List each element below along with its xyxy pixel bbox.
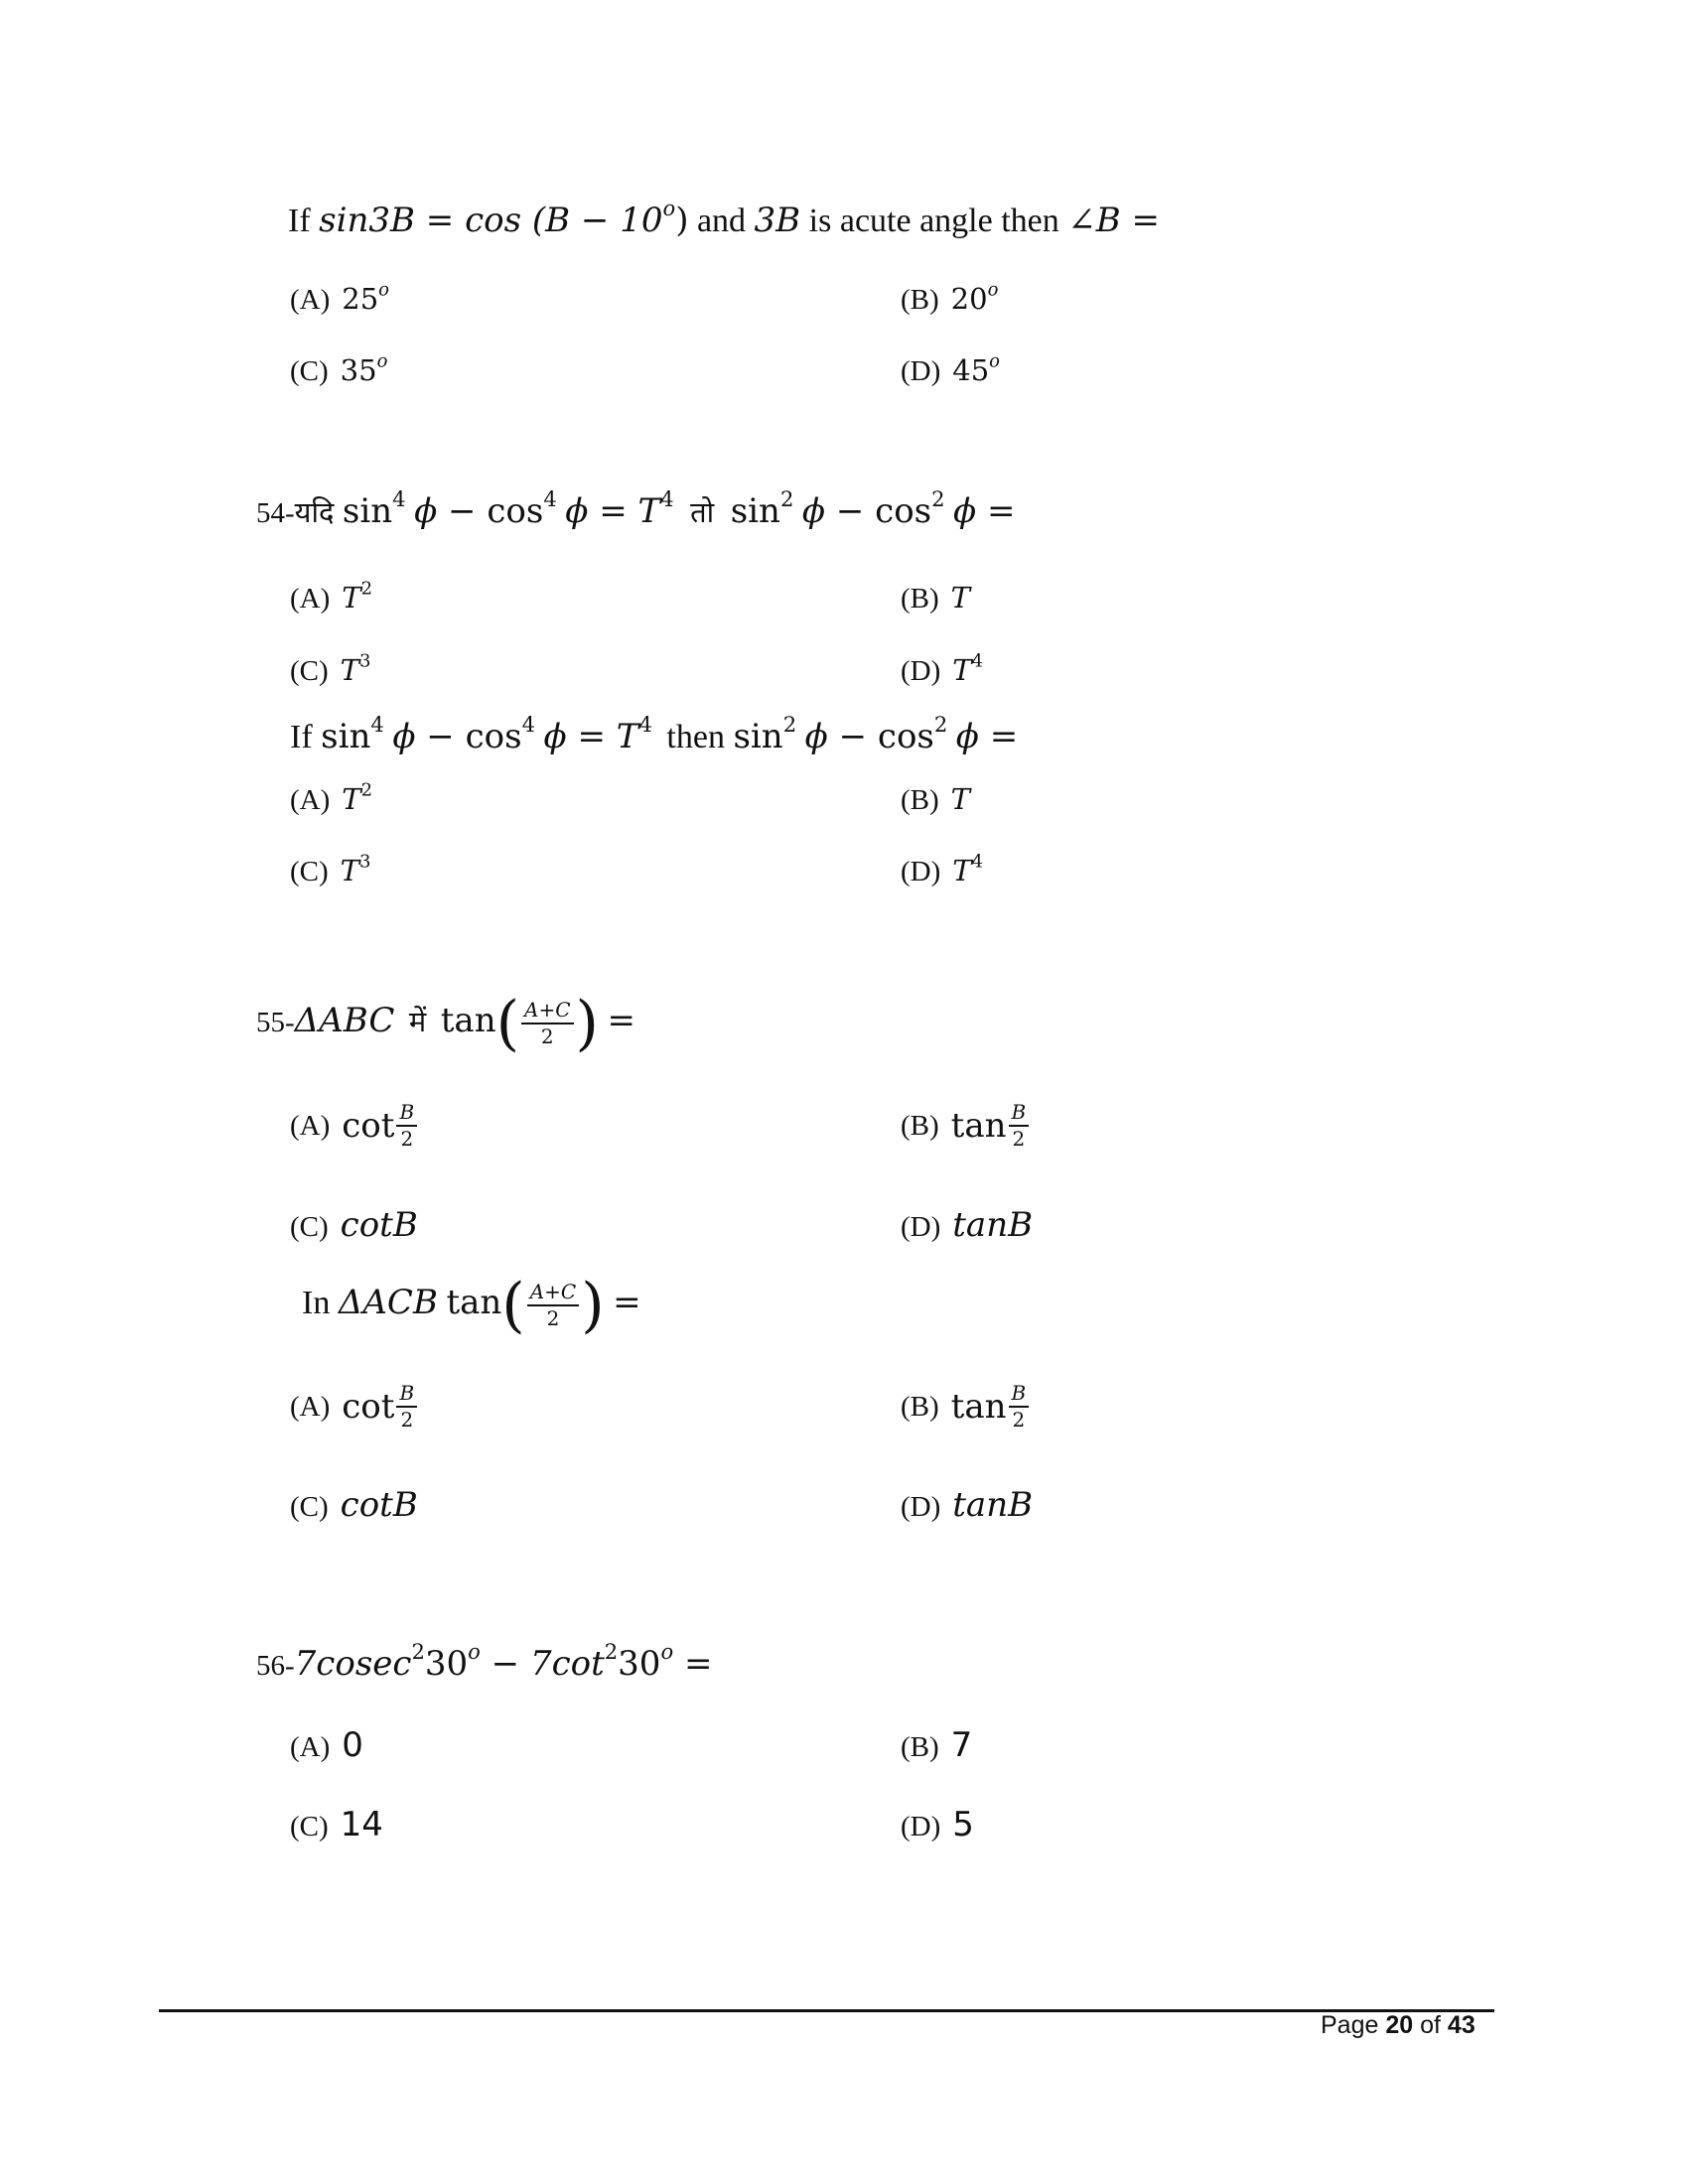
t-var: T xyxy=(637,491,661,531)
option-value: T xyxy=(952,854,972,887)
of-word: of xyxy=(1420,2011,1441,2039)
frac-den: 2 xyxy=(1012,1408,1026,1432)
exp: 2 xyxy=(782,712,797,738)
option-value: T xyxy=(342,581,361,614)
option-label: (C) xyxy=(290,856,329,887)
option-label: (C) xyxy=(290,1211,329,1243)
q55-en-prefix: In xyxy=(302,1284,331,1321)
frac-num: B xyxy=(396,1383,417,1408)
q55-en-option-c[interactable] xyxy=(290,1485,418,1525)
option-label: (B) xyxy=(901,1731,939,1763)
q54-en-option-a[interactable] xyxy=(290,779,373,817)
option-label: (D) xyxy=(901,1211,941,1243)
minus: − xyxy=(415,717,466,756)
phi: ϕ xyxy=(801,491,826,531)
exp: 4 xyxy=(392,486,406,512)
option-sup: 4 xyxy=(971,851,984,873)
q54-question-hi xyxy=(256,486,1016,531)
exp: 2 xyxy=(933,712,948,738)
option-value: 0 xyxy=(342,1725,363,1765)
exp: 2 xyxy=(779,486,794,512)
option-value: 45 xyxy=(952,353,990,387)
exp: 4 xyxy=(370,712,384,738)
minus: − xyxy=(825,491,876,531)
footer-rule xyxy=(159,2009,1494,2012)
frac-num: B xyxy=(396,1102,417,1127)
q55-hi-option-b[interactable] xyxy=(901,1102,1031,1150)
q54-en-option-c[interactable] xyxy=(290,851,371,888)
option-label: (A) xyxy=(290,1390,331,1423)
option-value: 25 xyxy=(342,282,379,316)
exp: 4 xyxy=(543,486,557,512)
option-sup: o xyxy=(376,350,388,372)
exp: 4 xyxy=(660,486,674,512)
right-paren: ) xyxy=(581,1271,605,1340)
option-fn: cot xyxy=(342,1387,395,1427)
option-label: (A) xyxy=(290,1109,331,1142)
q53-3b: 3B xyxy=(754,201,801,240)
cos: cos xyxy=(465,717,522,756)
q53-option-c[interactable] xyxy=(290,350,388,388)
q53-degree: o xyxy=(662,196,676,221)
q53-question-en xyxy=(288,196,1161,240)
exp: 4 xyxy=(521,712,535,738)
option-label: (C) xyxy=(290,355,329,387)
q54-hi-option-b[interactable] xyxy=(901,581,970,615)
phi: ϕ xyxy=(543,717,567,756)
current-page: 20 xyxy=(1385,2011,1414,2039)
eq: = xyxy=(978,717,1019,756)
option-sup: o xyxy=(987,279,999,301)
option-label: (D) xyxy=(901,1811,941,1843)
q53-angle-var: B xyxy=(1095,201,1121,240)
phi: ϕ xyxy=(392,717,416,756)
cos: cos xyxy=(877,717,934,756)
option-label: (B) xyxy=(901,583,939,614)
option-value: cotB xyxy=(340,1205,418,1245)
eq: = xyxy=(566,717,617,756)
q54-en-then: then xyxy=(666,719,725,755)
frac-den: 2 xyxy=(546,1306,560,1330)
page-number xyxy=(1321,2011,1476,2040)
option-label: (D) xyxy=(901,1491,941,1523)
option-label: (D) xyxy=(901,355,941,387)
phi: ϕ xyxy=(953,491,977,531)
phi: ϕ xyxy=(414,491,438,531)
option-label: (B) xyxy=(901,1109,939,1142)
q55-en-triangle: ΔACB xyxy=(338,1282,438,1322)
option-value: T xyxy=(342,782,361,816)
eq: = xyxy=(673,1644,713,1684)
phi: ϕ xyxy=(565,491,589,531)
minus: − xyxy=(827,717,878,756)
option-value: 20 xyxy=(950,282,988,316)
option-sup: o xyxy=(378,279,389,301)
q56-angle: 30 xyxy=(424,1644,469,1684)
cos: cos xyxy=(875,491,932,531)
q55-hi-triangle: ΔABC xyxy=(294,1000,395,1040)
option-fraction xyxy=(1009,1102,1030,1150)
option-value: T xyxy=(950,581,971,614)
q53-option-d[interactable] xyxy=(901,350,1000,388)
exp: 4 xyxy=(638,712,652,738)
q54-en-prefix: If xyxy=(290,719,313,755)
option-sup: o xyxy=(989,350,1000,372)
sin: sin xyxy=(733,717,783,756)
q56-number: 56- xyxy=(256,1650,295,1682)
option-fn: cot xyxy=(342,1106,395,1146)
q53-and: and xyxy=(688,203,755,239)
eq: = xyxy=(588,491,638,531)
option-value: T xyxy=(950,782,971,816)
option-sup: 2 xyxy=(360,578,373,600)
exp: 2 xyxy=(604,1639,619,1665)
option-label: (A) xyxy=(290,1731,331,1763)
q56-option-d[interactable] xyxy=(901,1805,974,1844)
option-label: (C) xyxy=(290,1491,329,1523)
option-label: (A) xyxy=(290,583,331,614)
eq: = xyxy=(607,1000,635,1040)
q55-fraction xyxy=(521,1000,574,1047)
q55-en-option-a[interactable] xyxy=(290,1383,419,1431)
t-var: T xyxy=(616,717,639,756)
option-fn: tan xyxy=(950,1106,1007,1146)
option-label: (D) xyxy=(901,655,941,687)
option-label: (A) xyxy=(290,284,331,316)
left-paren: ( xyxy=(495,989,520,1058)
degree: o xyxy=(660,1639,674,1665)
q55-number: 55- xyxy=(256,1006,295,1038)
q56-option-a[interactable] xyxy=(290,1725,363,1765)
q53-suffix: is acute angle then ∠ xyxy=(800,203,1096,239)
eq: = xyxy=(613,1282,641,1322)
option-value: 5 xyxy=(952,1805,974,1844)
phi: ϕ xyxy=(955,717,979,756)
q55-hi-option-c[interactable] xyxy=(290,1205,418,1245)
minus: − xyxy=(437,491,488,531)
q53-prefix: If xyxy=(288,203,320,239)
q55-hi-word: में xyxy=(408,1004,427,1038)
q53-option-b[interactable] xyxy=(901,279,999,317)
frac-den: 2 xyxy=(540,1024,554,1048)
minus: − xyxy=(480,1644,530,1684)
eq: = xyxy=(976,491,1016,531)
sin: sin xyxy=(342,491,393,531)
option-value: cotB xyxy=(340,1485,418,1525)
q53-close: ) xyxy=(675,201,689,240)
q54-hi-then: तो xyxy=(690,495,715,529)
exp: 2 xyxy=(931,486,945,512)
option-label: (B) xyxy=(901,1390,939,1423)
q55-en-option-b[interactable] xyxy=(901,1383,1031,1431)
tan: tan xyxy=(446,1282,502,1322)
frac-den: 2 xyxy=(400,1127,414,1151)
frac-den: 2 xyxy=(1012,1127,1026,1151)
option-sup: 2 xyxy=(360,779,373,801)
q56-term-c: 7cot xyxy=(529,1644,605,1684)
q56-option-b[interactable] xyxy=(901,1725,972,1765)
option-label: (B) xyxy=(901,784,939,816)
option-value: 7 xyxy=(950,1725,973,1765)
q54-hi-option-d[interactable] xyxy=(901,650,984,688)
frac-num: B xyxy=(1009,1102,1030,1127)
option-sup: 3 xyxy=(359,650,371,672)
option-sup: 4 xyxy=(971,650,984,672)
q54-hi-option-c[interactable] xyxy=(290,650,371,688)
sin: sin xyxy=(321,717,371,756)
q56-option-c[interactable] xyxy=(290,1805,383,1844)
option-label: (C) xyxy=(290,655,329,687)
q54-question-en xyxy=(290,712,1019,756)
q55-hi-option-a[interactable] xyxy=(290,1102,419,1150)
option-value: tanB xyxy=(952,1485,1034,1525)
degree: o xyxy=(468,1639,481,1665)
q54-hi-prefix: यदि xyxy=(294,495,335,529)
q56-question xyxy=(256,1639,713,1684)
left-paren: ( xyxy=(501,1271,525,1340)
q56-term-a: 7cosec xyxy=(294,1644,412,1684)
option-label: (D) xyxy=(901,856,941,887)
option-fraction xyxy=(396,1383,417,1431)
page-word: Page xyxy=(1321,2011,1379,2039)
q55-question-en xyxy=(302,1271,641,1340)
option-value: T xyxy=(340,854,360,887)
option-value: T xyxy=(952,653,972,687)
q54-hi-option-a[interactable] xyxy=(290,578,373,615)
exp: 2 xyxy=(411,1639,425,1665)
q55-en-option-d[interactable] xyxy=(901,1485,1033,1525)
option-value: T xyxy=(340,653,360,687)
q54-number: 54- xyxy=(256,497,295,529)
q56-angle: 30 xyxy=(618,1644,661,1684)
frac-num: B xyxy=(1009,1383,1030,1408)
q54-en-option-b[interactable] xyxy=(901,782,970,817)
q53-eq: = xyxy=(1120,201,1161,240)
q53-option-a[interactable] xyxy=(290,279,389,317)
total-pages: 43 xyxy=(1447,2011,1476,2039)
option-fraction xyxy=(396,1102,417,1150)
tan: tan xyxy=(440,1000,496,1040)
option-value: 35 xyxy=(340,353,377,387)
q55-en-fraction xyxy=(527,1282,580,1329)
right-paren: ) xyxy=(575,989,599,1058)
q54-en-option-d[interactable] xyxy=(901,851,984,888)
frac-den: 2 xyxy=(400,1408,414,1432)
option-value: 14 xyxy=(340,1805,383,1844)
option-sup: 3 xyxy=(359,851,371,873)
frac-num: A+C xyxy=(527,1282,580,1306)
sin: sin xyxy=(730,491,780,531)
cos: cos xyxy=(487,491,544,531)
option-value: tanB xyxy=(952,1205,1034,1245)
phi: ϕ xyxy=(804,717,828,756)
option-fn: tan xyxy=(950,1387,1007,1427)
option-label: (C) xyxy=(290,1811,329,1843)
frac-num: A+C xyxy=(521,1000,574,1024)
q53-expression: sin3B = cos (B − 10 xyxy=(319,201,663,240)
q55-hi-option-d[interactable] xyxy=(901,1205,1033,1245)
q55-question-hi xyxy=(256,989,635,1058)
option-fraction xyxy=(1009,1383,1030,1431)
option-label: (B) xyxy=(901,284,939,316)
option-label: (A) xyxy=(290,784,331,816)
